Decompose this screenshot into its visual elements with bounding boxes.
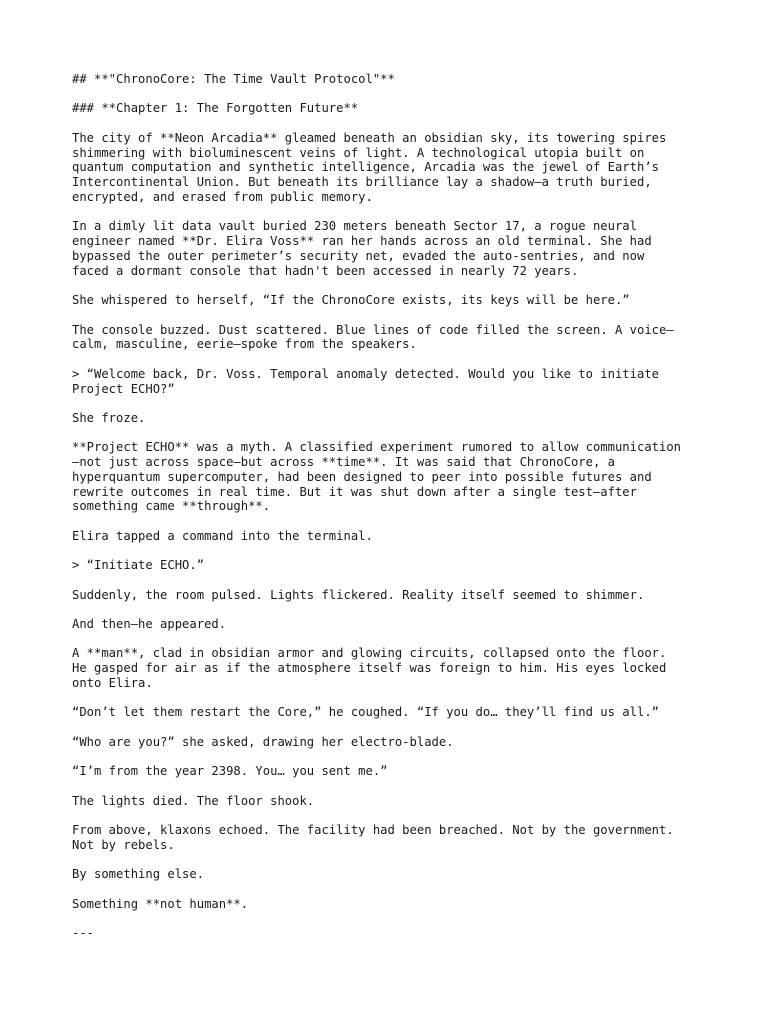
horizontal-rule-markup: --- [72, 925, 95, 940]
paragraph-he-appeared: And then—he appeared. [72, 617, 227, 632]
document-page [72, 72, 702, 955]
dialogue-dont-restart: “Don’t let them restart the Core,” he coughed. “If you do… they’ll find us all.” [72, 705, 659, 720]
paragraph-not-human: Something **not human**. [72, 896, 249, 911]
paragraph-man-collapsed: A **man**, clad in obsidian armor and glowing circuits, collapsed onto the floor. He gasped for air as if the atmosphere itself was foreign to him. His eyes locked onto Elira. [72, 646, 667, 691]
paragraph-project-echo: **Project ECHO** was a myth. A classified experiment rumored to allow communication —not just across space—but across **time**. It was said that ChronoCore, a hyperquantum supercomputer, had been designed to peer into possible futures and rewrite outcomes in real time. But it was shut down after a single test—after something came **through**. [72, 440, 682, 514]
paragraph-she-froze: She froze. [72, 410, 146, 425]
dialogue-year-2398: “I’m from the year 2398. You… you sent me.” [72, 764, 388, 779]
paragraph-klaxons: From above, klaxons echoed. The facility had been breached. Not by the government. Not by rebels. [72, 822, 674, 852]
paragraph-room-pulsed: Suddenly, the room pulsed. Lights flickered. Reality itself seemed to shimmer. [72, 587, 645, 602]
document-title: ## **"ChronoCore: The Time Vault Protocol"** [72, 72, 395, 86]
paragraph-elira-tapped: Elira tapped a command into the terminal. [72, 528, 373, 543]
dialogue-who-are-you: “Who are you?” she asked, drawing her electro-blade. [72, 734, 454, 749]
paragraph-lights-died: The lights died. The floor shook. [72, 793, 315, 808]
chapter-heading: ### **Chapter 1: The Forgotten Future** [72, 101, 359, 116]
paragraph-whisper: She whispered to herself, “If the ChronoCore exists, its keys will be here.” [72, 293, 630, 308]
quote-initiate-echo: > “Initiate ECHO.” [72, 558, 205, 573]
paragraph-neon-arcadia: The city of **Neon Arcadia** gleamed beneath an obsidian sky, its towering spires shimmering with bioluminescent veins of light. A technological utopia built on quantum computation and synthetic intelligence, Arcadia was the jewel of Earth’s Intercontinental Union. But beneath its brilliance lay a shadow—a truth buried, encrypted, and erased from public memory. [72, 130, 667, 204]
quote-welcome-back: > “Welcome back, Dr. Voss. Temporal anomaly detected. Would you like to initiate Project ECHO?” [72, 366, 659, 396]
paragraph-console-buzzed: The console buzzed. Dust scattered. Blue lines of code filled the screen. A voice— calm, masculine, eerie—spoke from the speakers. [72, 322, 674, 352]
paragraph-something-else: By something else. [72, 867, 205, 882]
paragraph-data-vault: In a dimly lit data vault buried 230 meters beneath Sector 17, a rogue neural engineer named **Dr. Elira Voss** ran her hands across an old terminal. She had bypassed the outer perimeter’s security net, evaded the auto-sentries, and now faced a dormant console that hadn't been accessed in nearly 72 years. [72, 219, 652, 278]
